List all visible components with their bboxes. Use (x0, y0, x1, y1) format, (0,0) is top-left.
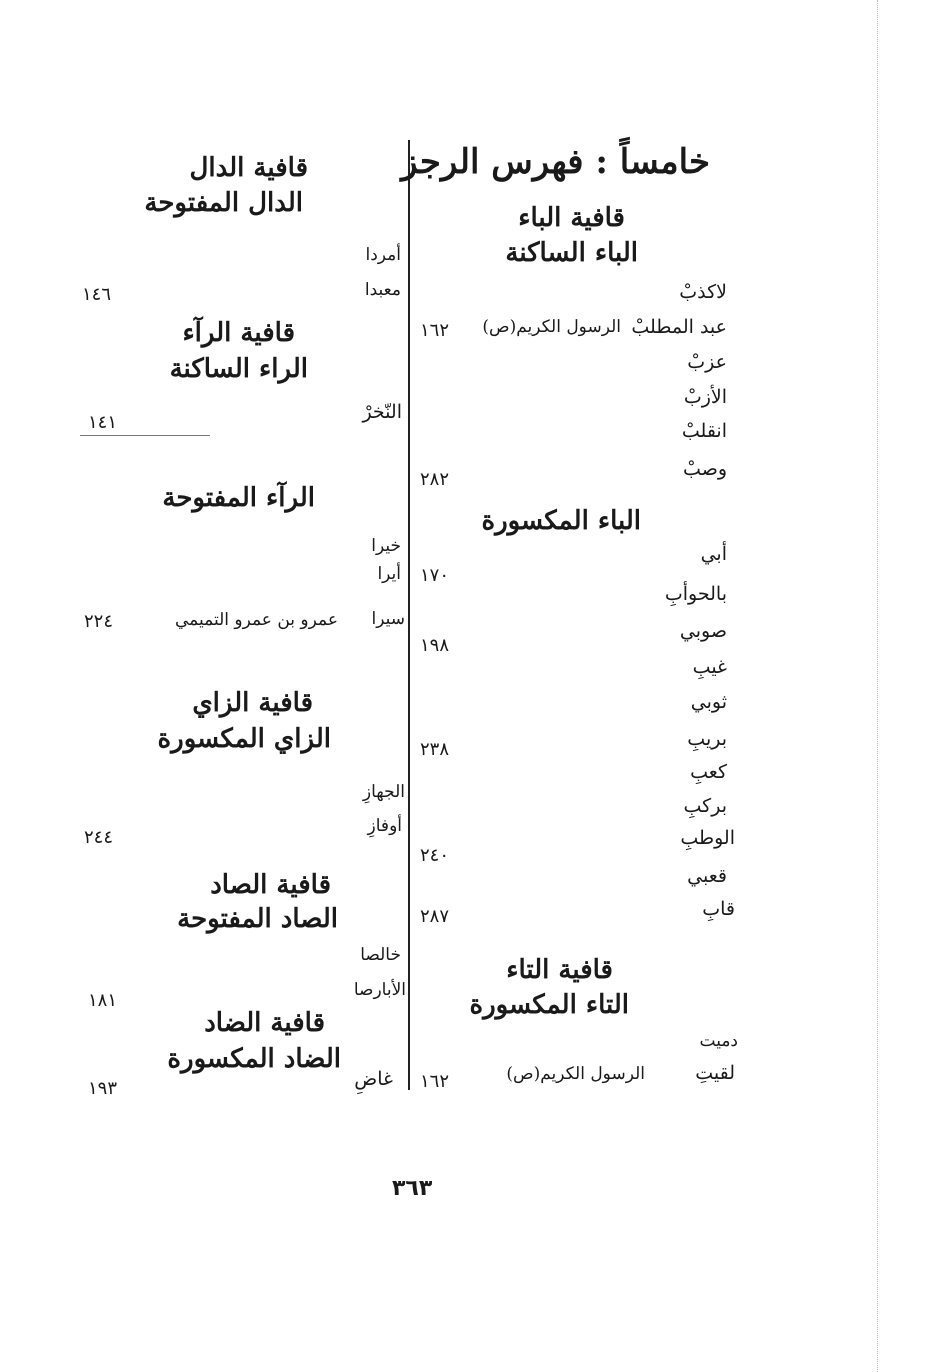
rhyme-word: غيبِ (692, 656, 727, 678)
rhyme-word: بريبِ (687, 728, 727, 750)
rhyme-word: الجهازِ (362, 782, 405, 802)
section-subheading: الرآء المفتوحة (162, 483, 315, 513)
rhyme-word: خيرا (371, 536, 401, 556)
page-ref: ١٦٢ (420, 1071, 450, 1092)
page-ref: ١٤٦ (82, 284, 112, 305)
page-ref: ٢٣٨ (420, 739, 450, 760)
page-ref: ٢٤٠ (420, 845, 450, 866)
section-subheading: الباء الساكنة (505, 238, 638, 268)
rhyme-word: خالصا (360, 945, 401, 965)
section-heading: قافية الباء (518, 203, 625, 233)
page-ref: ٢٢٤ (84, 611, 114, 632)
rhyme-word: معبدا (364, 280, 401, 300)
rhyme-word: عزبْ (687, 351, 727, 373)
section-subheading: الضاد المكسورة (167, 1044, 341, 1074)
section-heading: قافية الضاد (204, 1008, 325, 1038)
rhyme-word: غاضِ (354, 1068, 393, 1090)
rhyme-word: صوبي (679, 620, 727, 642)
page-ref: ١٩٨ (420, 635, 450, 656)
section-subheading: الباء المكسورة (481, 506, 641, 536)
rhyme-word: وصبْ (683, 458, 727, 480)
rhyme-word: أبي (700, 543, 727, 565)
section-heading: قافية الدال (189, 153, 308, 183)
section-subheading: الصاد المفتوحة (177, 904, 338, 934)
page-ref: ٢٨٢ (420, 469, 450, 490)
page-ref: ١٩٣ (88, 1078, 118, 1099)
rhyme-word: أوفازِ (367, 816, 402, 836)
rhyme-word: سيرا (371, 609, 405, 629)
page-ref: ١٦٢ (420, 320, 450, 341)
page-ref: ١٨١ (88, 990, 118, 1011)
rhyme-word: النّخرْ (362, 401, 402, 423)
rhyme-word: بركبِ (683, 795, 727, 817)
index-title: خامساً : فهرس الرجز (401, 142, 710, 182)
short-rule (80, 435, 210, 436)
rhyme-word: بالحوأبِ (664, 583, 727, 605)
rhyme-word: الأبارصا (353, 980, 406, 1000)
rhyme-word: عبد المطلبْ (631, 316, 727, 338)
rhyme-word: كعبِ (690, 761, 727, 783)
rhyme-word: الأزبْ (683, 386, 727, 408)
rhyme-word: لقيتِ (695, 1062, 735, 1084)
section-subheading: التاء المكسورة (469, 990, 629, 1020)
page-number: ٣٦٣ (392, 1176, 433, 1201)
rhyme-word: قعبي (687, 865, 727, 887)
page-ref: ١٤١ (88, 412, 118, 433)
section-heading: قافية الرآء (182, 318, 295, 348)
section-subheading: الراء الساكنة (169, 354, 308, 384)
page-ref: ١٧٠ (420, 565, 450, 586)
column-divider (408, 140, 410, 1090)
section-subheading: الدال المفتوحة (144, 188, 303, 218)
page-ref: ٢٨٧ (420, 906, 450, 927)
rhyme-word: ثوبي (690, 691, 727, 713)
rhyme-word: دميت (699, 1031, 738, 1051)
rhyme-word: قابِ (702, 898, 735, 920)
poet-name: الرسول الكريم(ص) (506, 1064, 645, 1084)
rhyme-word: انقلبْ (681, 420, 727, 442)
poet-name: الرسول الكريم(ص) (482, 317, 621, 337)
rhyme-word: الوطبِ (680, 827, 735, 849)
section-heading: قافية الصاد (210, 870, 331, 900)
page-edge (877, 0, 879, 1372)
rhyme-word: أيرا (377, 564, 401, 584)
poet-name: عمرو بن عمرو التميمي (175, 610, 338, 630)
section-heading: قافية التاء (506, 955, 613, 985)
page-ref: ٢٤٤ (84, 827, 114, 848)
section-heading: قافية الزاي (192, 688, 313, 718)
rhyme-word: أمردا (365, 245, 401, 265)
section-subheading: الزاي المكسورة (157, 724, 331, 754)
rhyme-word: لاكذبْ (679, 281, 727, 303)
